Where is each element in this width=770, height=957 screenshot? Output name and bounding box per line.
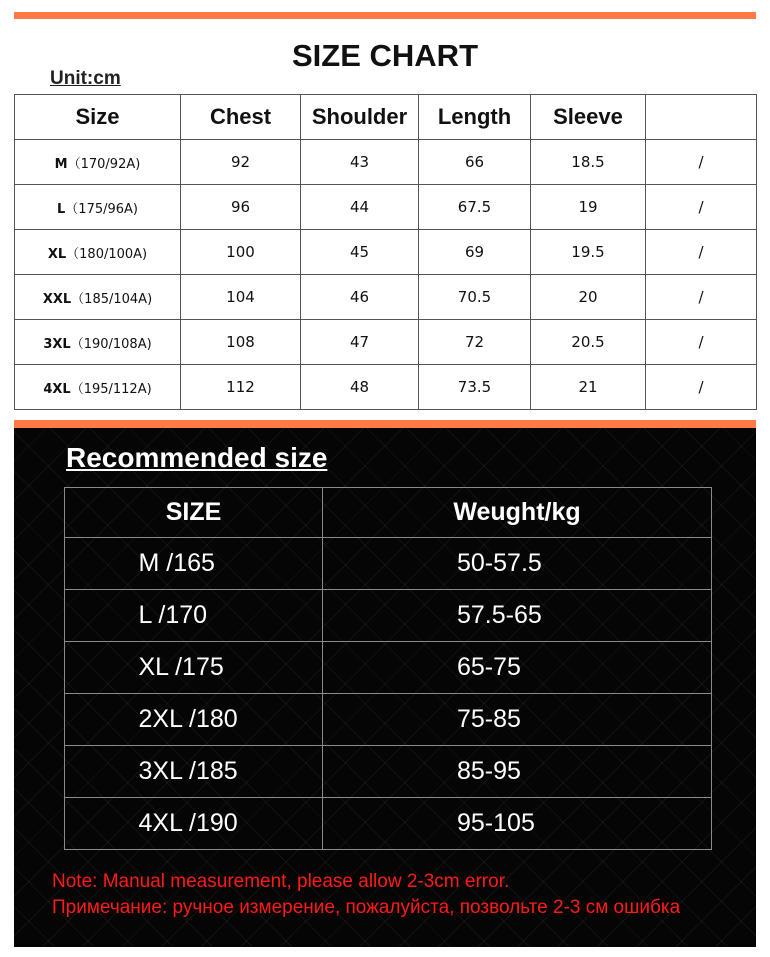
shoulder-cell: 46: [301, 275, 419, 320]
extra-cell: /: [646, 365, 757, 410]
size-cell: [15, 275, 181, 320]
size-name: 3XL: [43, 336, 71, 352]
size-value: M /165: [138, 549, 215, 577]
size-value: L /170: [138, 601, 208, 629]
table-row: [15, 365, 757, 410]
size-cell: [65, 538, 323, 590]
size-value: 2XL /180: [138, 705, 238, 733]
size-value: XL /175: [138, 653, 224, 681]
chest-cell: 104: [181, 275, 301, 320]
extra-cell: /: [646, 140, 757, 185]
header-chest: Chest: [181, 95, 301, 140]
weight-cell: 95-105: [323, 798, 712, 850]
size-code: （175/96A): [65, 201, 138, 217]
size-cell: [15, 320, 181, 365]
shoulder-cell: 47: [301, 320, 419, 365]
table-row: [65, 746, 712, 798]
sleeve-cell: 18.5: [531, 140, 646, 185]
size-cell: [65, 746, 323, 798]
size-code: （195/112A): [70, 381, 152, 397]
chest-cell: 96: [181, 185, 301, 230]
shoulder-cell: 45: [301, 230, 419, 275]
extra-cell: /: [646, 320, 757, 365]
chest-cell: 100: [181, 230, 301, 275]
weight-cell: 57.5-65: [323, 590, 712, 642]
table-row: [65, 590, 712, 642]
shoulder-cell: 43: [301, 140, 419, 185]
size-cell: [65, 590, 323, 642]
recommended-size-panel: [14, 428, 756, 947]
length-cell: 66: [419, 140, 531, 185]
length-cell: 69: [419, 230, 531, 275]
size-code: （170/92A): [67, 156, 141, 172]
size-chart-title: SIZE CHART: [292, 38, 478, 73]
chest-cell: 108: [181, 320, 301, 365]
size-cell: [15, 185, 181, 230]
chest-cell: 112: [181, 365, 301, 410]
weight-cell: 85-95: [323, 746, 712, 798]
sleeve-cell: 19: [531, 185, 646, 230]
extra-cell: /: [646, 275, 757, 320]
weight-cell: 50-57.5: [323, 538, 712, 590]
chest-cell: 92: [181, 140, 301, 185]
length-cell: 67.5: [419, 185, 531, 230]
header-empty: [646, 95, 757, 140]
shoulder-cell: 44: [301, 185, 419, 230]
size-code: （180/100A): [66, 246, 148, 262]
sleeve-cell: 20: [531, 275, 646, 320]
note-russian: Примечание: ручное измерение, пожалуйста, позвольте 2-3 см ошибка: [52, 897, 681, 918]
table-row: [65, 642, 712, 694]
sleeve-cell: 19.5: [531, 230, 646, 275]
size-cell: [65, 694, 323, 746]
weight-cell: 75-85: [323, 694, 712, 746]
header-shoulder: Shoulder: [301, 95, 419, 140]
header-size: SIZE: [65, 488, 323, 538]
size-code: （190/108A): [70, 336, 152, 352]
table-row: [15, 140, 757, 185]
size-cell: [15, 140, 181, 185]
top-accent-bar: [14, 12, 756, 19]
table-row: [65, 798, 712, 850]
size-chart-header-row: [15, 95, 757, 140]
middle-accent-bar: [14, 420, 756, 428]
size-name: L: [57, 201, 66, 217]
size-name: XL: [47, 246, 67, 262]
extra-cell: /: [646, 230, 757, 275]
header-length: Length: [419, 95, 531, 140]
header-sleeve: Sleeve: [531, 95, 646, 140]
table-row: [15, 230, 757, 275]
sleeve-cell: 21: [531, 365, 646, 410]
recommended-header-row: [65, 488, 712, 538]
size-cell: [65, 798, 323, 850]
recommended-size-title: Recommended size: [66, 442, 328, 473]
size-code: （185/104A): [71, 291, 153, 307]
extra-cell: /: [646, 185, 757, 230]
shoulder-cell: 48: [301, 365, 419, 410]
header-weight: Weught/kg: [323, 488, 712, 538]
table-row: [15, 275, 757, 320]
recommended-size-table: [64, 487, 712, 850]
size-cell: [65, 642, 323, 694]
weight-cell: 65-75: [323, 642, 712, 694]
unit-label: Unit:cm: [50, 68, 121, 89]
table-row: [65, 694, 712, 746]
sleeve-cell: 20.5: [531, 320, 646, 365]
table-row: [65, 538, 712, 590]
header-size: Size: [15, 95, 181, 140]
size-cell: [15, 365, 181, 410]
size-name: XXL: [42, 291, 72, 307]
size-value: 3XL /185: [138, 757, 238, 785]
length-cell: 70.5: [419, 275, 531, 320]
size-name: M: [54, 156, 68, 172]
length-cell: 72: [419, 320, 531, 365]
size-value: 4XL /190: [138, 809, 238, 837]
table-row: [15, 185, 757, 230]
size-cell: [15, 230, 181, 275]
length-cell: 73.5: [419, 365, 531, 410]
size-name: 4XL: [43, 381, 71, 397]
table-row: [15, 320, 757, 365]
note-english: Note: Manual measurement, please allow 2-3cm error.: [52, 871, 510, 892]
size-chart-table: [14, 94, 757, 410]
